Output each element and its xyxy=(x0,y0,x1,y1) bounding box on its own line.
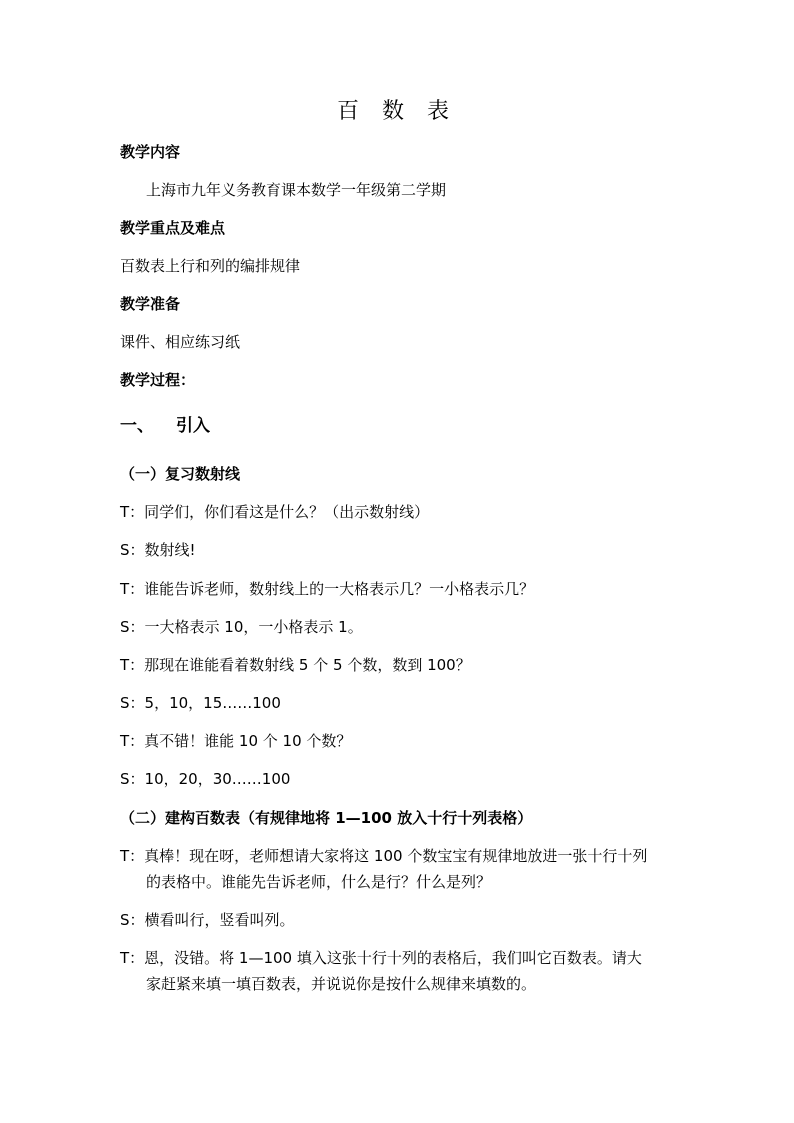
dialogue-line: S：数射线! xyxy=(120,541,196,559)
process-heading: 教学过程： xyxy=(120,371,196,389)
part1-number: 一、 xyxy=(120,416,154,436)
dialogue-line: S：5，10，15……100 xyxy=(120,694,281,712)
dialogue-line: T：恩，没错。将 1—100 填入这张十行十列的表格后，我们叫它百数表。请大 xyxy=(120,949,642,967)
sub1-heading: （一）复习数射线 xyxy=(120,465,241,483)
dialogue-line-continued: 家赶紧来填一填百数表，并说说你是按什么规律来填数的。 xyxy=(146,975,537,993)
content-text: 上海市九年义务教育课本数学一年级第二学期 xyxy=(146,181,447,199)
dialogue-line: T：那现在谁能看着数射线 5 个 5 个数，数到 100？ xyxy=(120,656,471,674)
sub2-heading: （二）建构百数表（有规律地将 1—100 放入十行十列表格） xyxy=(120,809,533,827)
focus-text: 百数表上行和列的编排规律 xyxy=(120,257,301,275)
dialogue-line-continued: 的表格中。谁能先告诉老师，什么是行？什么是列？ xyxy=(146,873,492,891)
dialogue-line: T：真棒！现在呀，老师想请大家将这 100 个数宝宝有规律地放进一张十行十列 xyxy=(120,847,648,865)
content-heading: 教学内容 xyxy=(120,143,181,161)
prep-text: 课件、相应练习纸 xyxy=(120,333,241,351)
part1-title: 引入 xyxy=(176,416,210,436)
part1-heading xyxy=(120,416,210,436)
dialogue-line: T：同学们，你们看这是什么？（出示数射线） xyxy=(120,503,430,521)
focus-heading: 教学重点及难点 xyxy=(120,219,226,237)
dialogue-line: S：横看叫行，竖看叫列。 xyxy=(120,911,295,929)
prep-heading: 教学准备 xyxy=(120,295,181,313)
dialogue-line: T：谁能告诉老师，数射线上的一大格表示几？一小格表示几？ xyxy=(120,580,535,598)
page-title: 百 数 表 xyxy=(337,99,457,124)
dialogue-line: S：10，20，30……100 xyxy=(120,770,291,788)
dialogue-line: T：真不错！谁能 10 个 10 个数？ xyxy=(120,732,352,750)
dialogue-line: S：一大格表示 10，一小格表示 1。 xyxy=(120,618,363,636)
